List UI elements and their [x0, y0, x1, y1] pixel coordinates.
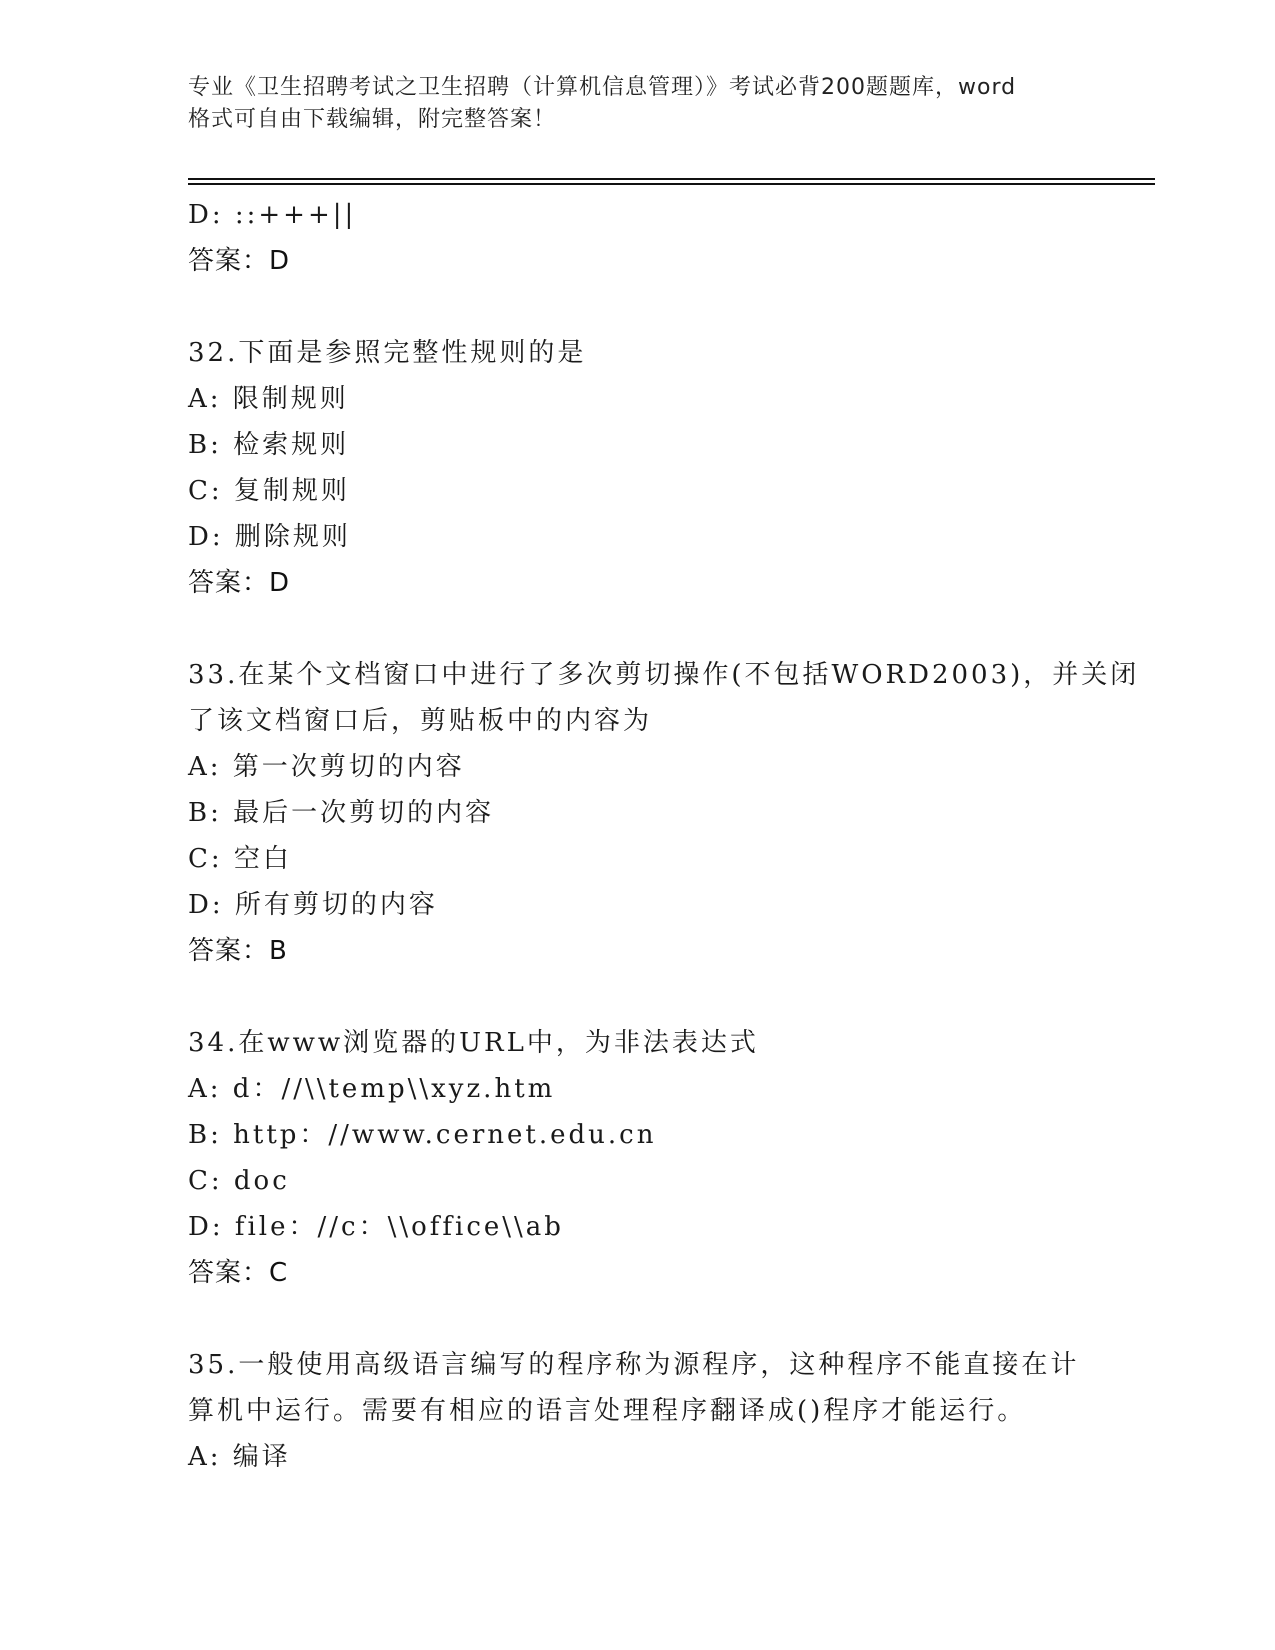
header-line-1: 专业《卫生招聘考试之卫生招聘（计算机信息管理）》考试必背200题题库，word	[188, 75, 1017, 100]
option-d: D: ::+++||	[188, 200, 357, 230]
header-divider-bottom	[188, 183, 1155, 185]
option-d: D: 所有剪切的内容	[188, 890, 438, 920]
question-35	[188, 1342, 1088, 1480]
question-stem-line-2: 算机中运行。需要有相应的语言处理程序翻译成()程序才能运行。	[188, 1396, 1027, 1426]
option-a: A: 第一次剪切的内容	[188, 752, 465, 782]
question-stem-line-2: 了该文档窗口后，剪贴板中的内容为	[188, 706, 653, 736]
option-c: C: 空白	[188, 844, 292, 874]
option-a: A: d：//\\temp\\xyz.htm	[188, 1074, 556, 1104]
answer: 答案：D	[188, 246, 291, 276]
option-b: B: 检索规则	[188, 430, 350, 460]
option-a: A: 编译	[188, 1442, 291, 1472]
option-b: B: 最后一次剪切的内容	[188, 798, 495, 828]
answer: 答案：B	[188, 936, 288, 966]
option-d: D: file：//c：\\office\\ab	[188, 1212, 564, 1242]
question-31-tail	[188, 192, 1088, 284]
option-a: A: 限制规则	[188, 384, 349, 414]
question-stem-line-1: 33.在某个文档窗口中进行了多次剪切操作(不包括WORD2003)，并关闭	[188, 660, 1140, 690]
option-c: C: doc	[188, 1166, 290, 1196]
option-c: C: 复制规则	[188, 476, 350, 506]
header-divider-top	[188, 178, 1155, 180]
option-b: B: http：//www.cernet.edu.cn	[188, 1120, 657, 1150]
answer: 答案：D	[188, 568, 291, 598]
document-header	[188, 72, 1088, 136]
question-stem: 34.在www浏览器的URL中，为非法表达式	[188, 1028, 759, 1058]
question-32	[188, 330, 1088, 606]
question-34	[188, 1020, 1088, 1296]
answer: 答案：C	[188, 1258, 289, 1288]
question-list	[188, 192, 1140, 1480]
question-33	[188, 652, 1140, 974]
question-stem-line-1: 35.一般使用高级语言编写的程序称为源程序，这种程序不能直接在计	[188, 1350, 1080, 1380]
option-d: D: 删除规则	[188, 522, 351, 552]
header-line-2: 格式可自由下载编辑，附完整答案！	[188, 107, 557, 132]
question-stem: 32.下面是参照完整性规则的是	[188, 338, 587, 368]
